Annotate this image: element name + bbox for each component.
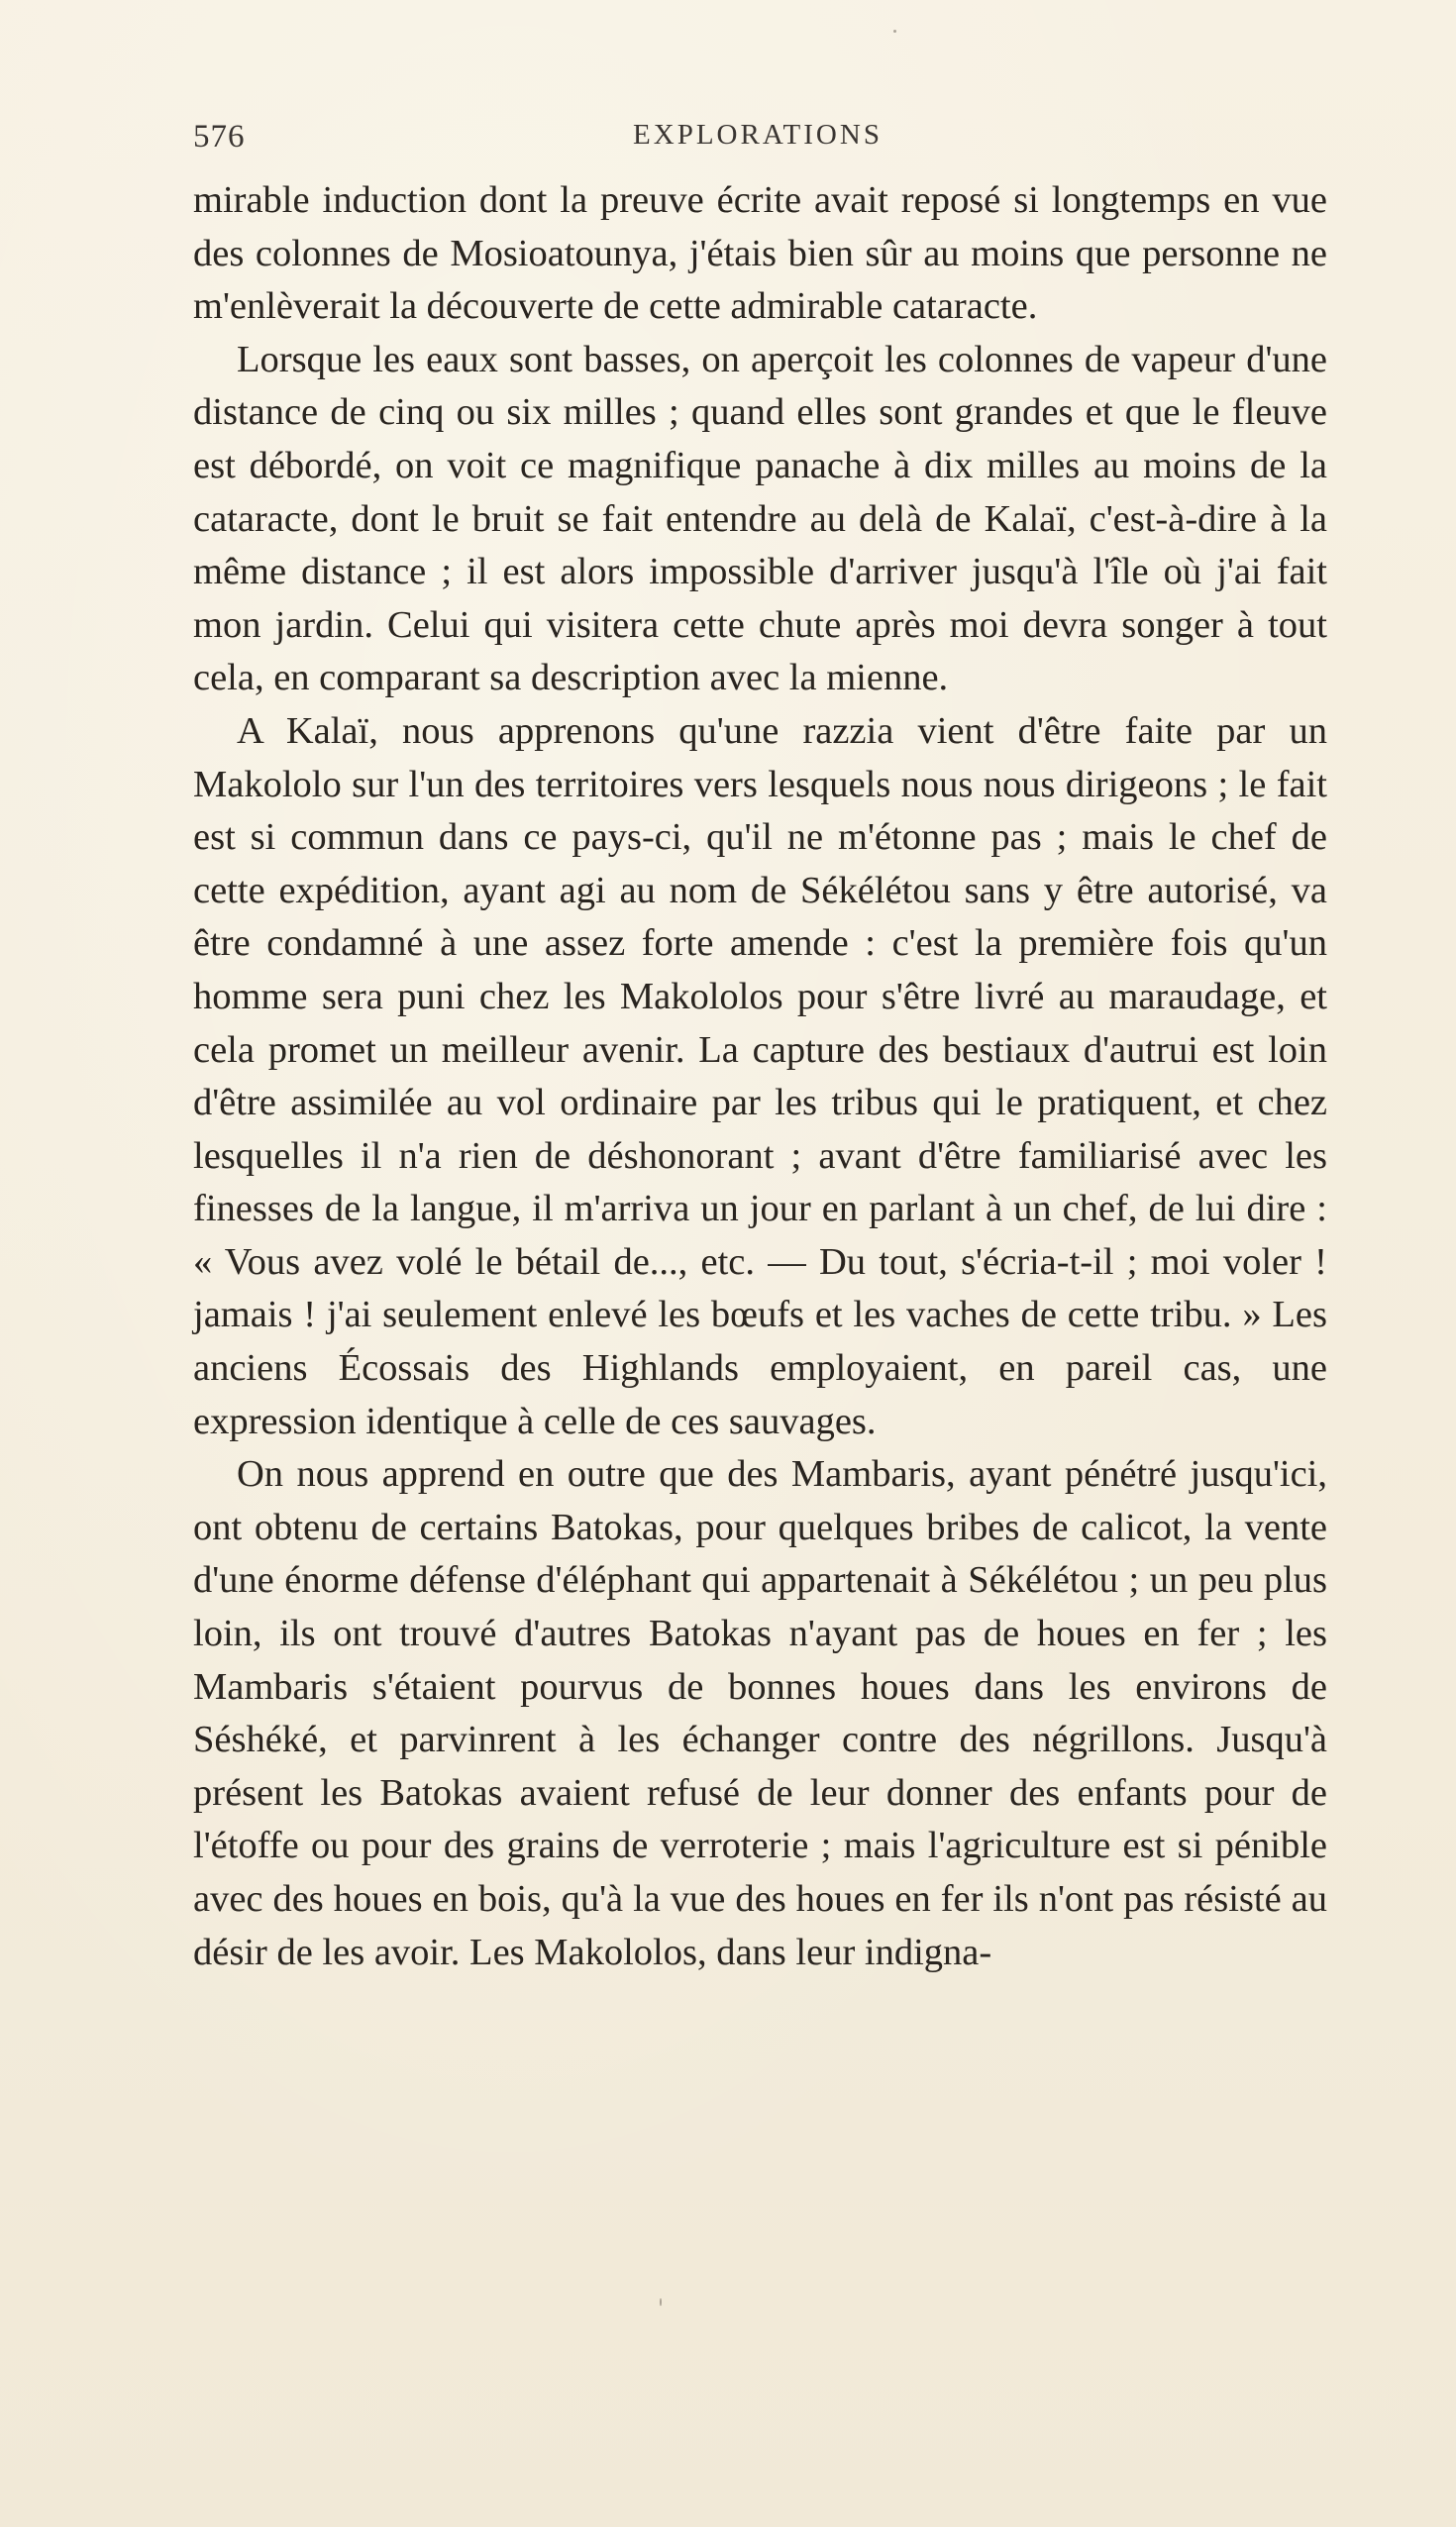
paper-speck: [893, 30, 896, 33]
running-title: EXPLORATIONS: [633, 119, 883, 151]
page-header: [193, 119, 1322, 162]
paragraph: On nous apprend en outre que des Mambaris, ayant pénétré jusqu'ici, ont obtenu de certains Batokas, pour quelques bribes de calicot, la vente d'une énorme défense d'éléphant qui appartenait à Sékélétou ; un peu plus loin, ils ont trouvé d'autres Batokas n'ayant pas de houes en fer ; les Mambaris s'étaient pourvus de bonnes houes dans les environs de Séshéké, et parvinrent à les échanger contre des négrillons. Jusqu'à présent les Batokas avaient refusé de leur donner des enfants pour de l'étoffe ou pour des grains de verroterie ; mais l'agriculture est si pénible avec des houes en bois, qu'à la vue des houes en fer ils n'ont pas résisté au désir de les avoir. Les Makololos, dans leur indigna-: [193, 1453, 1327, 1973]
paragraph: A Kalaï, nous apprenons qu'une razzia vient d'être faite par un Makololo sur l'un des territoires vers lesquels nous nous dirigeons ; le fait est si commun dans ce pays-ci, qu'il ne m'étonne pas ; mais le chef de cette expédition, ayant agi au nom de Sékélétou sans y être autorisé, va être condamné à une assez forte amende : c'est la première fois qu'un homme sera puni chez les Makololos pour s'être livré au maraudage, et cela promet un meilleur avenir. La capture des bestiaux d'autrui est loin d'être assimilée au vol ordinaire par les tribus qui le pratiquent, et chez lesquelles il n'a rien de déshonorant ; avant d'être familiarisé avec les finesses de la langue, il m'arriva un jour en parlant à un chef, de lui dire : « Vous avez volé le bétail de..., etc. — Du tout, s'écria-t-il ; moi voler ! jamais ! j'ai seulement enlevé les bœufs et les vaches de cette tribu. » Les anciens Écossais des Highlands employaient, en pareil cas, une expression identique à celle de ces sauvages.: [193, 709, 1327, 1442]
body-text: [193, 174, 1327, 1979]
page-number: 576: [193, 119, 246, 155]
paragraph: Lorsque les eaux sont basses, on aperçoit les colonnes de vapeur d'une distance de cinq ou six milles ; quand elles sont grandes et que le fleuve est débordé, on voit ce magnifique panache à dix milles au moins de la cataracte, dont le bruit se fait entendre au delà de Kalaï, c'est-à-dire à la même distance ; il est alors impossible d'arriver jusqu'à l'île où j'ai fait mon jardin. Celui qui visitera cette chute après moi devra songer à tout cela, en comparant sa description avec la mienne.: [193, 338, 1327, 699]
paragraph-continued: mirable induction dont la preuve écrite avait reposé si longtemps en vue des colonnes de Mosioatounya, j'étais bien sûr au moins que personne ne m'enlèverait la découverte de cette admirable cataracte.: [193, 179, 1327, 328]
paper-speck: [660, 2298, 662, 2306]
